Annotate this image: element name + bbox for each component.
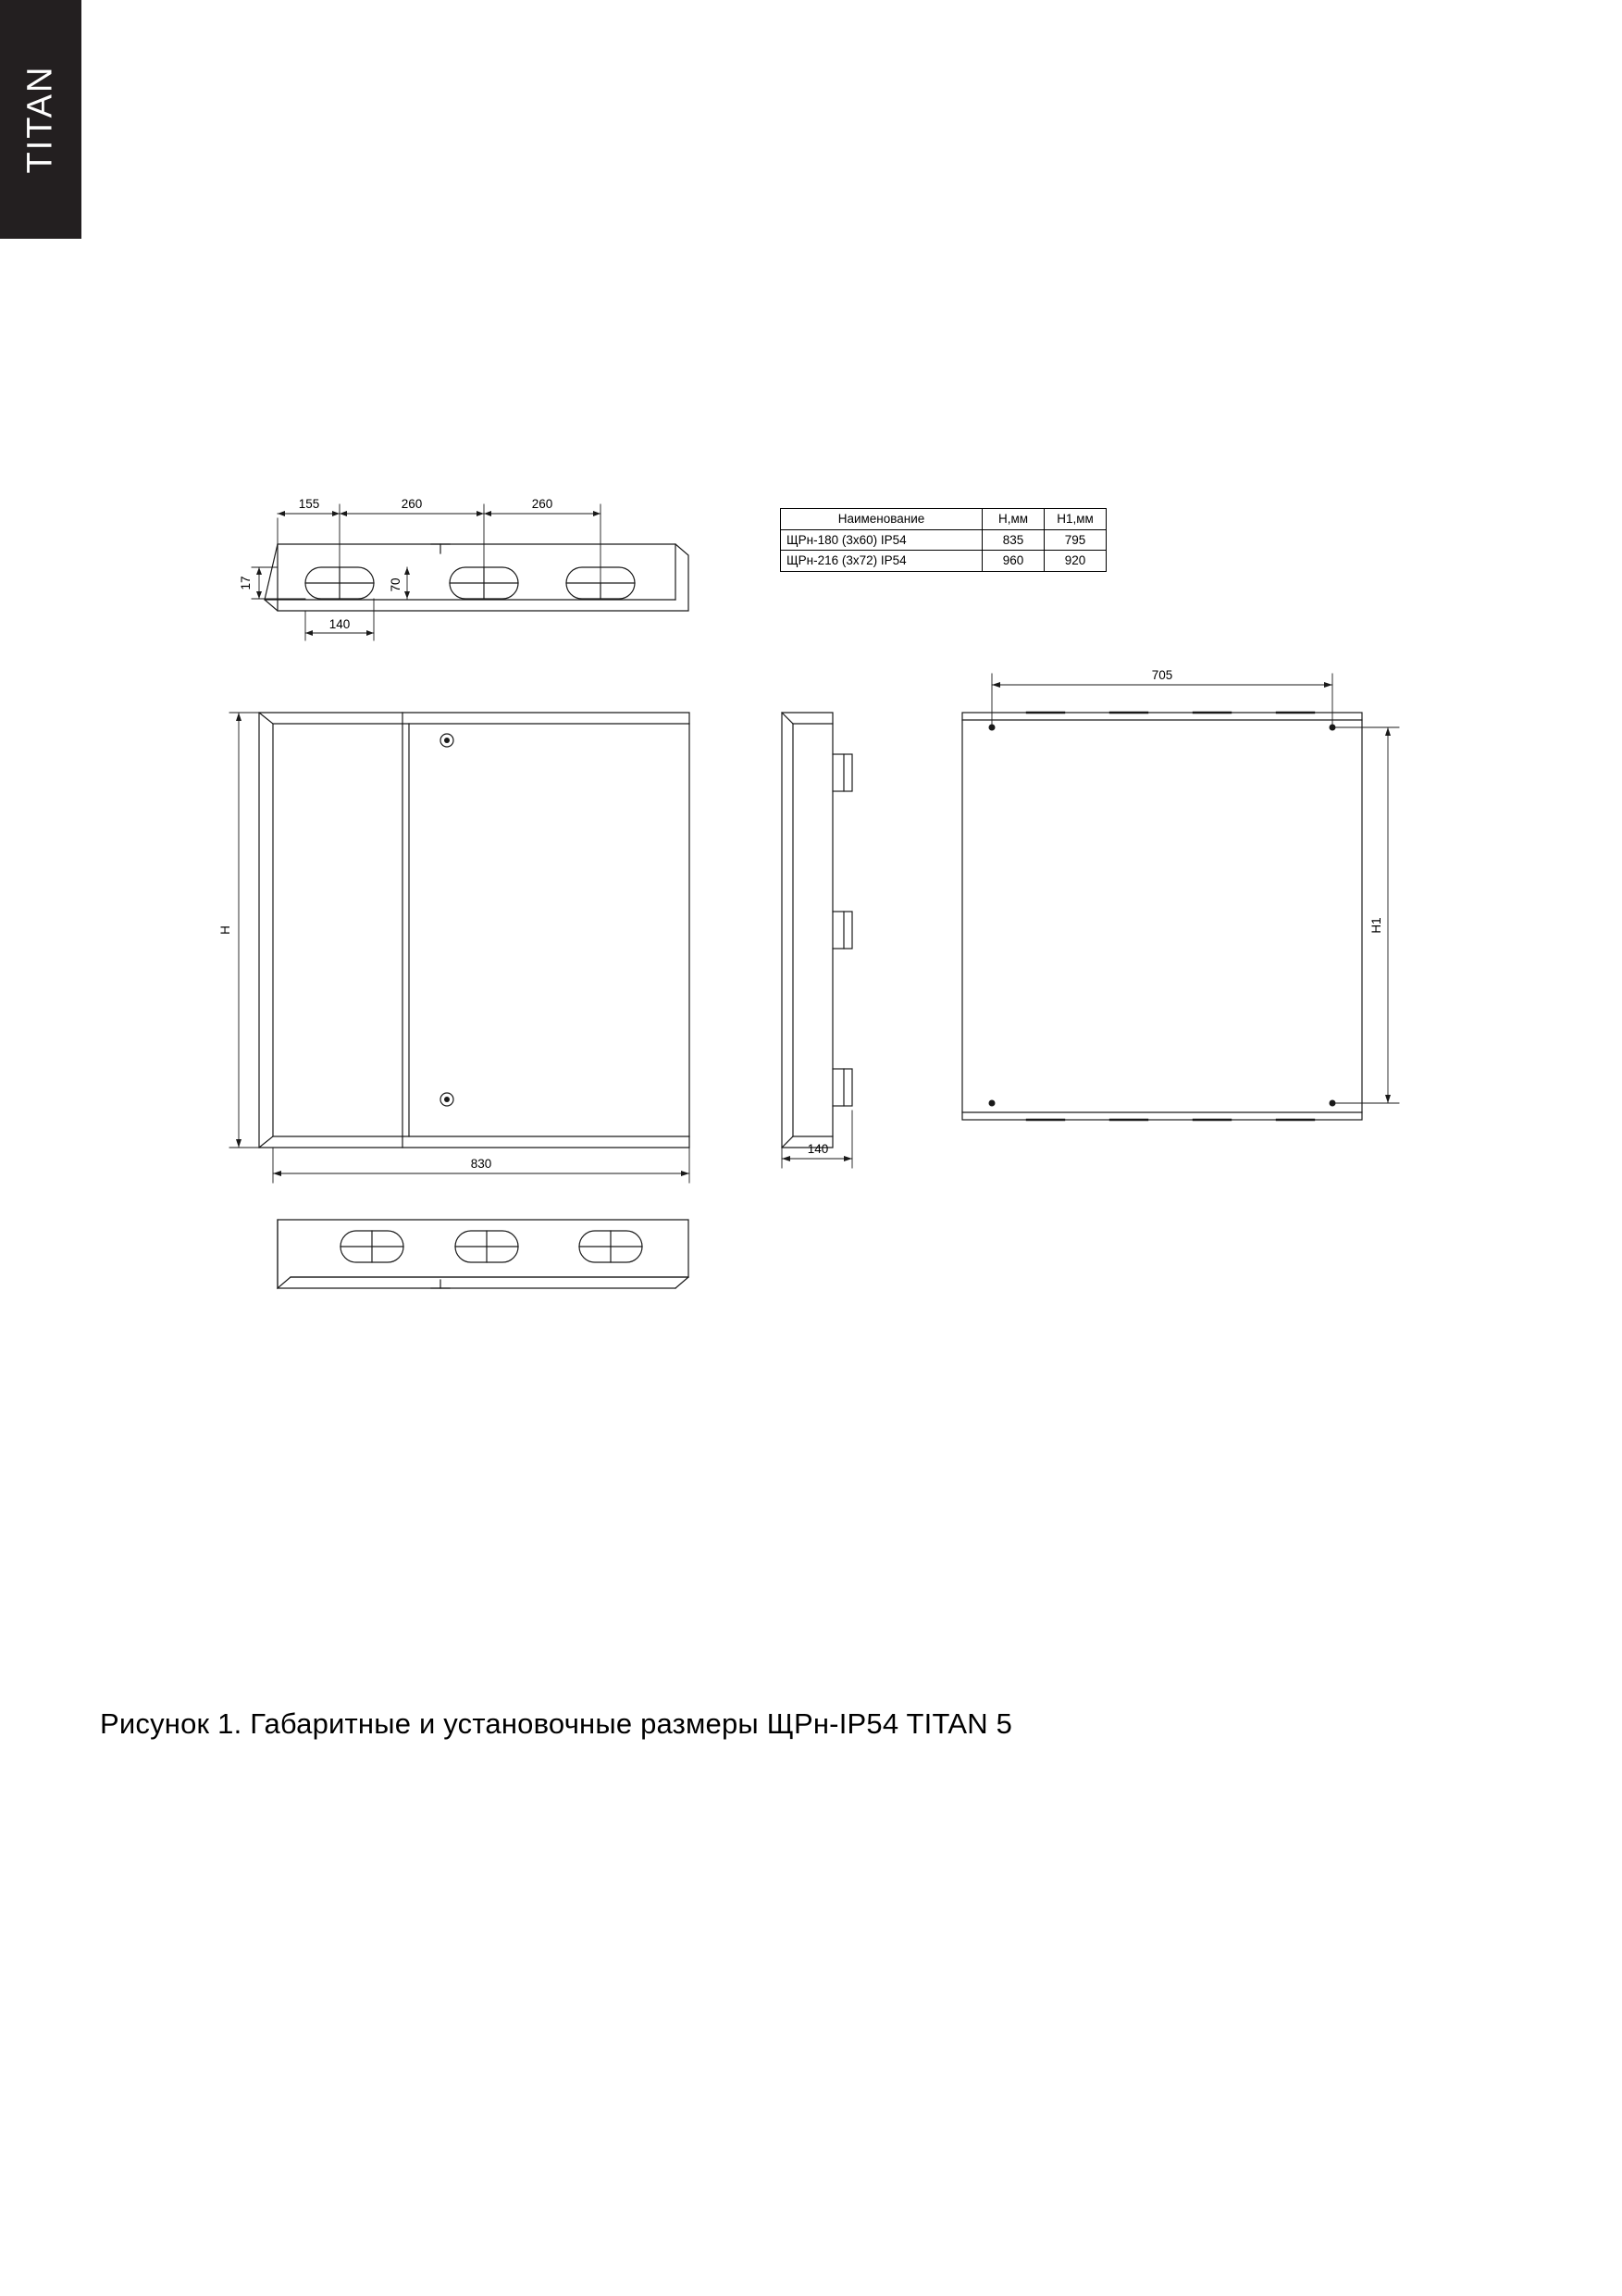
dim-17: 17: [239, 576, 253, 590]
dim-260-b: 260: [531, 497, 553, 511]
brand-name: TITAN: [20, 65, 60, 174]
dim-260-a: 260: [401, 497, 423, 511]
top-view-bracket: [265, 544, 688, 611]
cell-h: 960: [983, 551, 1045, 572]
back-view-cabinet: [962, 713, 1362, 1120]
header-h1: H1,мм: [1045, 509, 1107, 530]
front-view-dimensions: [229, 713, 689, 1183]
cell-h1: 795: [1045, 529, 1107, 551]
dim-705: 705: [1151, 668, 1173, 682]
figure-caption: Рисунок 1. Габаритные и установочные размеры ЩРн-IP54 TITAN 5: [100, 1707, 1013, 1740]
table-row: [781, 529, 1107, 551]
cell-name: ЩРн-180 (3х60) IP54: [781, 529, 983, 551]
cell-name: ЩРн-216 (3х72) IP54: [781, 551, 983, 572]
dim-140-top: 140: [328, 617, 351, 631]
dim-H: H: [218, 925, 232, 935]
front-view-cabinet: [259, 713, 689, 1148]
back-view-dimensions: [992, 674, 1399, 1103]
table-header-row: [781, 509, 1107, 530]
dim-140-side: 140: [807, 1142, 829, 1156]
dim-830: 830: [470, 1157, 492, 1171]
table-row: [781, 551, 1107, 572]
header-name: Наименование: [781, 509, 983, 530]
header-h: H,мм: [983, 509, 1045, 530]
top-view-dimensions: [252, 504, 601, 640]
side-view-cabinet: [782, 713, 852, 1148]
cell-h: 835: [983, 529, 1045, 551]
spec-table: [780, 508, 1107, 572]
cell-h1: 920: [1045, 551, 1107, 572]
dim-H1: H1: [1369, 917, 1383, 934]
dim-155: 155: [298, 497, 320, 511]
bottom-view-bracket: [278, 1220, 688, 1288]
dim-70: 70: [389, 577, 402, 592]
